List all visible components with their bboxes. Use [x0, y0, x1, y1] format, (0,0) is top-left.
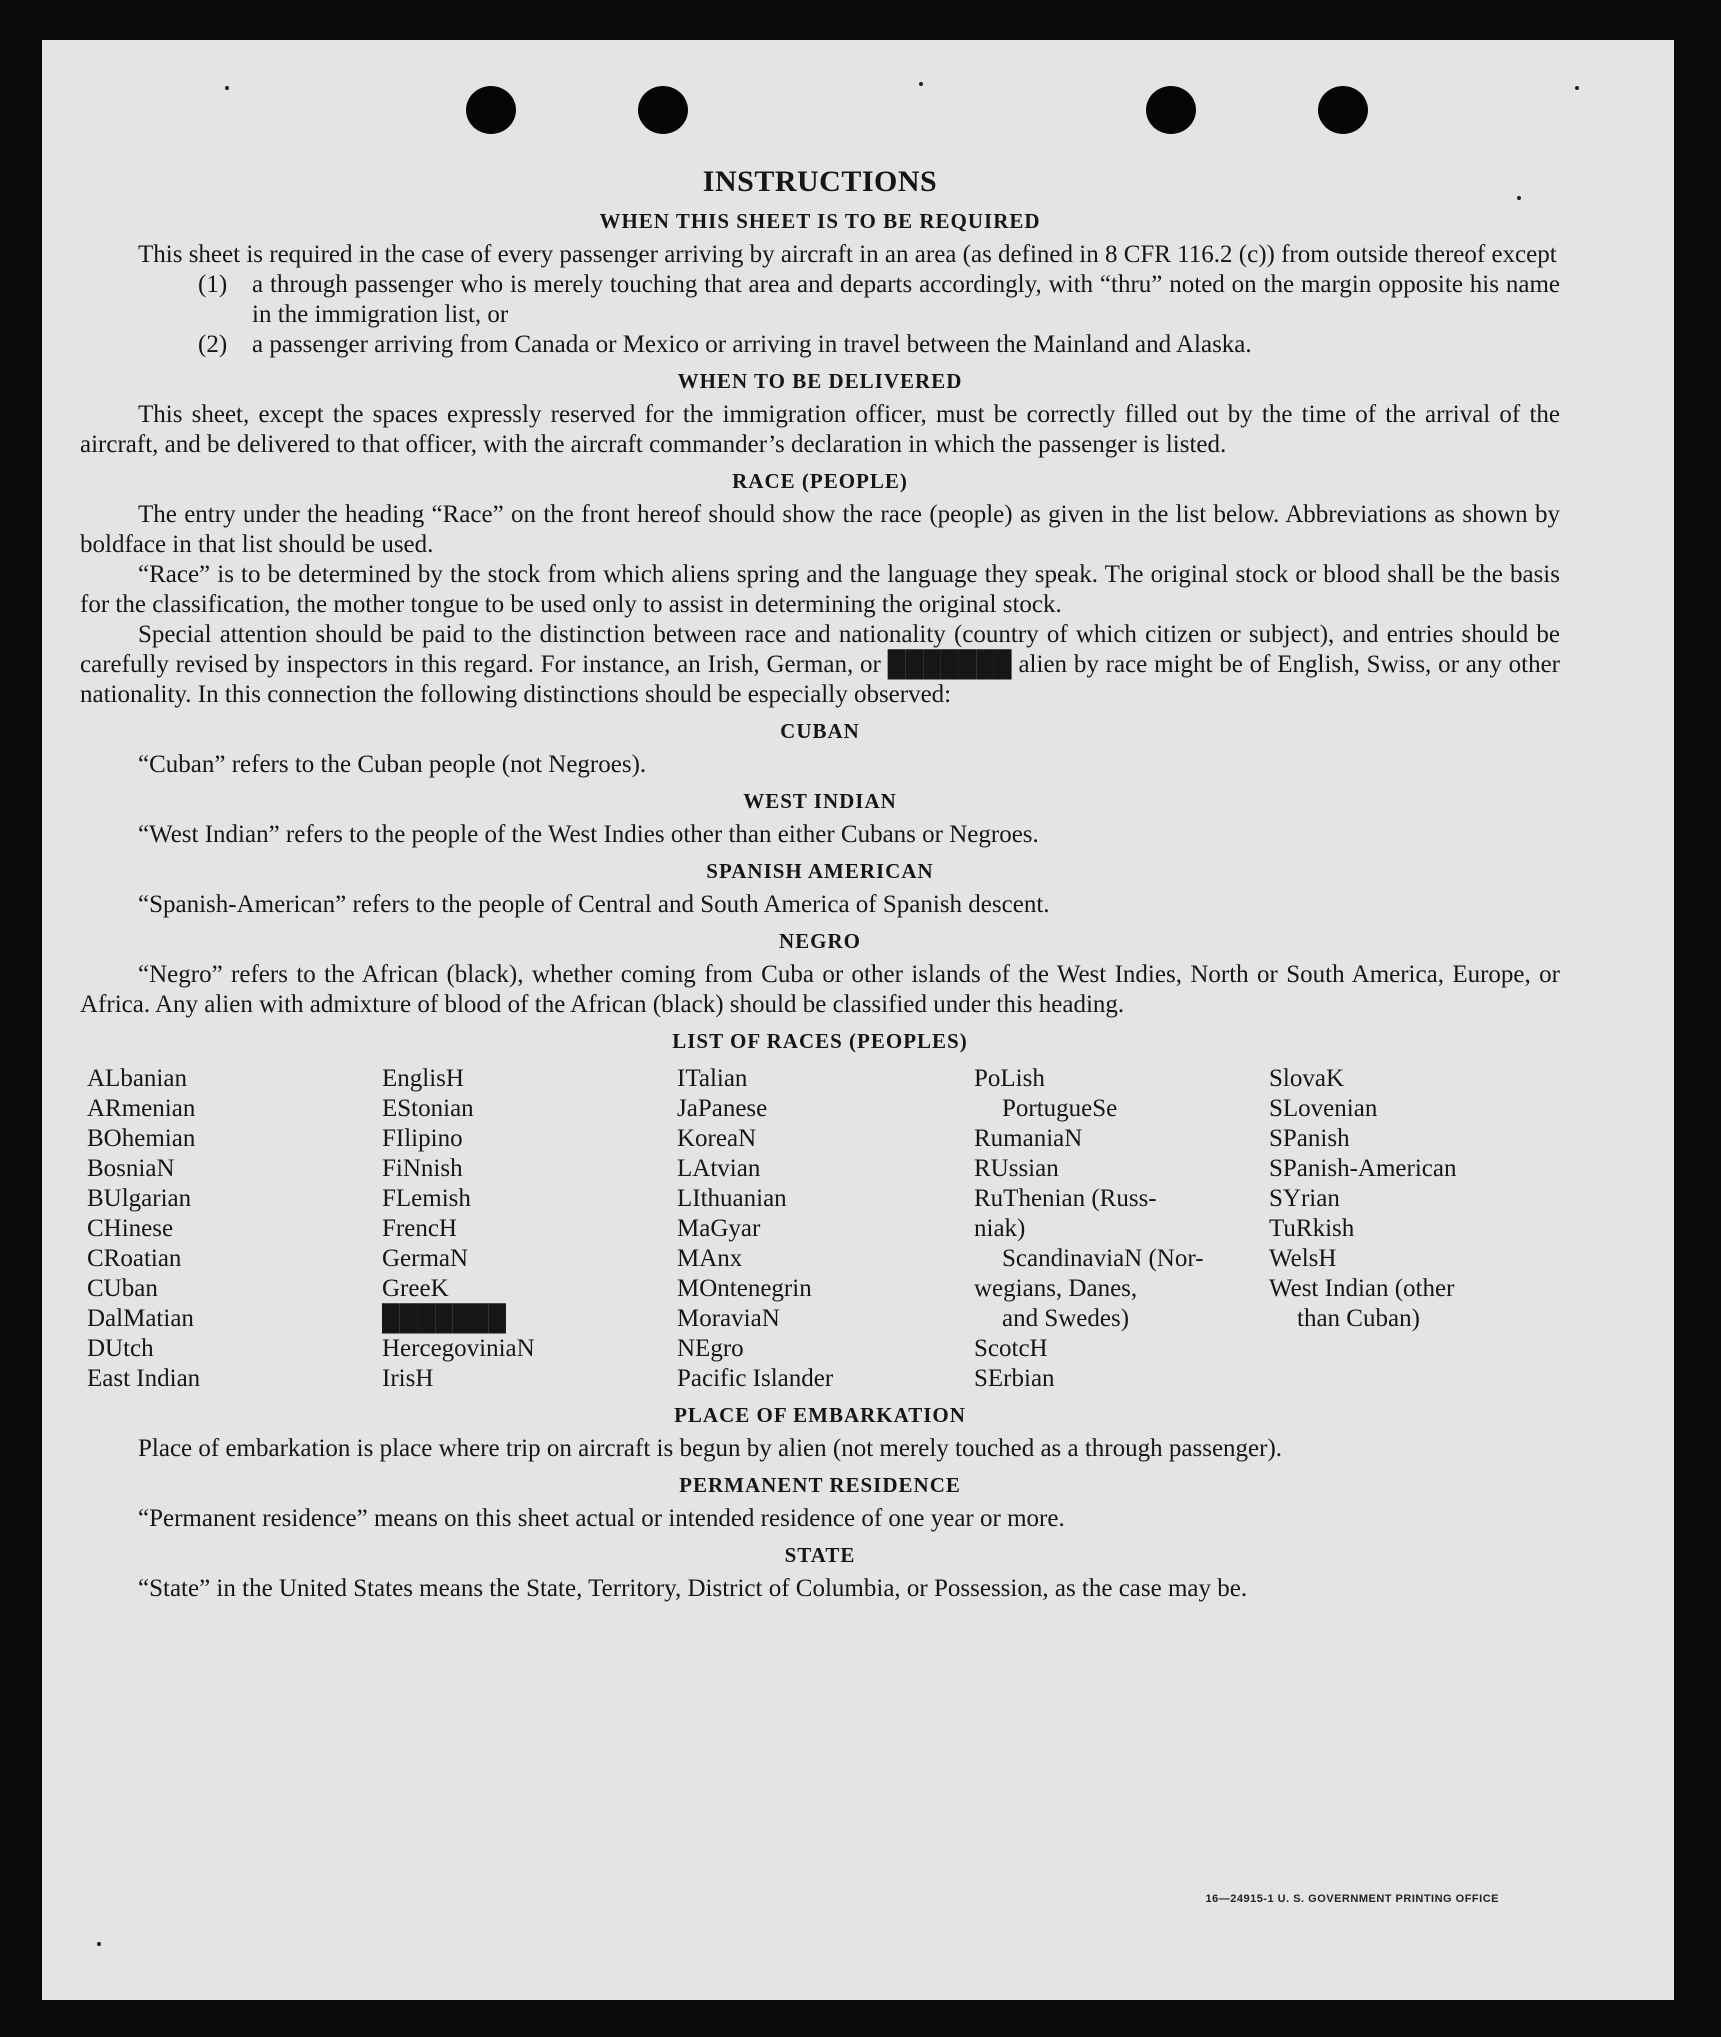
races-column — [87, 1064, 382, 1394]
race-paragraph-2: “Race” is to be determined by the stock from which aliens spring and the language they speak. The original stock or blood shall be the basis for the classification, the mother tongue to be used only to assist in determining the original stock. — [80, 561, 1560, 618]
section-heading-west-indian: WEST INDIAN — [743, 789, 897, 813]
race-entry: BOhemian — [87, 1125, 196, 1152]
races-column — [382, 1064, 677, 1394]
printer-imprint: 16—24915-1 U. S. GOVERNMENT PRINTING OFFICE — [1205, 1893, 1499, 1905]
race-entry: RumaniaN — [974, 1125, 1083, 1152]
required-intro: This sheet is required in the case of every passenger arriving by aircraft in an area (as defined in 8 CFR 116.2 (c)) from outside thereof except — [138, 241, 1557, 268]
punch-hole — [466, 86, 516, 134]
race-entry: SLovenian — [1269, 1095, 1378, 1122]
punch-hole — [638, 86, 688, 134]
section-heading-residence: PERMANENT RESIDENCE — [679, 1473, 961, 1497]
race-paragraph-3: Special attention should be paid to the distinction between race and nationality (country of which citizen or subject), and entries should be carefully revised by inspectors in this regard. For instance, an Irish, German, or ███████ alien by race might be of English, Swiss, or any other nationality. In this connection the following distinctions should be especially observed: — [80, 621, 1560, 708]
race-entry: EStonian — [382, 1095, 474, 1122]
races-column — [1269, 1064, 1569, 1394]
race-entry: MoraviaN — [677, 1305, 780, 1332]
race-entry-continuation: ScandinaviaN (Nor- — [1002, 1245, 1204, 1272]
race-entry: SlovaK — [1269, 1065, 1344, 1092]
race-entry: FIlipino — [382, 1125, 463, 1152]
race-entry: SPanish — [1269, 1125, 1350, 1152]
race-entry: MOntenegrin — [677, 1275, 812, 1302]
race-entry: East Indian — [87, 1365, 201, 1392]
race-entry: HercegoviniaN — [382, 1335, 535, 1362]
race-entry: ScotcH — [974, 1335, 1048, 1362]
race-entry-continuation: and Swedes) — [1002, 1305, 1130, 1332]
page-title: INSTRUCTIONS — [702, 165, 938, 198]
race-entry: NEgro — [677, 1335, 744, 1362]
document-page — [42, 40, 1674, 2000]
race-entry: FrencH — [382, 1215, 457, 1242]
exception-item-1 — [80, 270, 1560, 330]
section-heading-cuban: CUBAN — [780, 719, 860, 743]
race-entry: PoLish — [974, 1065, 1045, 1092]
race-entry: SYrian — [1269, 1185, 1340, 1212]
race-entry: West Indian (other — [1269, 1275, 1455, 1302]
dust-speck — [1575, 86, 1579, 90]
race-entry-continuation: PortugueSe — [1002, 1095, 1118, 1122]
item-number: (1) — [198, 271, 228, 298]
race-entry: CRoatian — [87, 1245, 182, 1272]
race-entry: RuThenian (Russ- — [974, 1185, 1157, 1212]
race-entry: KoreaN — [677, 1125, 757, 1152]
race-entry-continuation: than Cuban) — [1297, 1305, 1420, 1332]
cuban-paragraph: “Cuban” refers to the Cuban people (not Negroes). — [138, 751, 647, 778]
item-text: a through passenger who is merely touching that area and departs accordingly, with “thru” noted on the margin opposite his name in the immigration list, or — [252, 271, 1560, 328]
section-heading-race: RACE (PEOPLE) — [732, 469, 908, 493]
race-entry: JaPanese — [677, 1095, 768, 1122]
section-heading-negro: NEGRO — [778, 929, 861, 953]
race-entry: GermaN — [382, 1245, 469, 1272]
item-text: a passenger arriving from Canada or Mexico or arriving in travel between the Mainland and Alaska. — [252, 331, 1252, 358]
item-number: (2) — [198, 331, 228, 358]
race-entry: wegians, Danes, — [974, 1275, 1138, 1302]
race-entry: BUlgarian — [87, 1185, 192, 1212]
race-entry: ARmenian — [87, 1095, 196, 1122]
races-list — [87, 1064, 1560, 1394]
section-heading-embarkation: PLACE OF EMBARKATION — [674, 1403, 966, 1427]
race-entry: EnglisH — [382, 1065, 464, 1092]
punch-hole — [1318, 86, 1368, 134]
exception-item-2 — [80, 330, 1560, 360]
race-entry: SErbian — [974, 1365, 1055, 1392]
section-heading-required: WHEN THIS SHEET IS TO BE REQUIRED — [599, 209, 1041, 233]
west-indian-paragraph: “West Indian” refers to the people of the West Indies other than either Cubans or Negroes. — [138, 821, 1039, 848]
dust-speck — [225, 86, 229, 90]
race-entry: Pacific Islander — [677, 1365, 834, 1392]
race-entry: CHinese — [87, 1215, 174, 1242]
delivered-paragraph: This sheet, except the spaces expressly reserved for the immigration officer, must be correctly filled out by the time of the arrival of the aircraft, and be delivered to that officer, with the aircraft commander’s declaration in which the passenger is listed. — [80, 401, 1560, 458]
races-column — [677, 1064, 974, 1394]
race-entry: GreeK — [382, 1275, 449, 1302]
race-paragraph-1: The entry under the heading “Race” on the front hereof should show the race (people) as given in the list below. Abbreviations as shown by boldface in that list should be used. — [80, 501, 1560, 558]
race-entry: WelsH — [1269, 1245, 1337, 1272]
race-entry: CUban — [87, 1275, 158, 1302]
race-entry-redacted: ███████ — [382, 1305, 506, 1332]
negro-paragraph: “Negro” refers to the African (black), whether coming from Cuba or other islands of the West Indies, North or South America, Europe, or Africa. Any alien with admixture of blood of the African (black) should be classified under this heading. — [80, 961, 1560, 1018]
race-entry: MaGyar — [677, 1215, 761, 1242]
race-entry: SPanish-American — [1269, 1155, 1457, 1182]
race-entry: IrisH — [382, 1365, 434, 1392]
race-entry: MAnx — [677, 1245, 743, 1272]
race-entry: ALbanian — [87, 1065, 187, 1092]
spanish-american-paragraph: “Spanish-American” refers to the people of Central and South America of Spanish descent. — [138, 891, 1050, 918]
section-heading-state: STATE — [784, 1543, 856, 1567]
section-heading-list-of-races: LIST OF RACES (PEOPLES) — [672, 1029, 968, 1053]
instructions-body — [80, 164, 1560, 1604]
section-heading-spanish-american: SPANISH AMERICAN — [706, 859, 934, 883]
race-entry: LIthuanian — [677, 1185, 787, 1212]
race-entry: RUssian — [974, 1155, 1059, 1182]
dust-speck — [97, 1942, 101, 1946]
race-entry: FLemish — [382, 1185, 471, 1212]
races-column — [974, 1064, 1269, 1394]
race-entry: DalMatian — [87, 1305, 194, 1332]
embarkation-paragraph: Place of embarkation is place where trip on aircraft is begun by alien (not merely touched as a through passenger). — [138, 1435, 1283, 1462]
race-entry: niak) — [974, 1215, 1026, 1242]
race-entry: DUtch — [87, 1335, 154, 1362]
race-entry: LAtvian — [677, 1155, 761, 1182]
race-entry: BosniaN — [87, 1155, 175, 1182]
race-entry: TuRkish — [1269, 1215, 1355, 1242]
state-paragraph: “State” in the United States means the State, Territory, District of Columbia, or Possession, as the case may be. — [138, 1575, 1248, 1602]
section-heading-delivered: WHEN TO BE DELIVERED — [677, 369, 963, 393]
dust-speck — [919, 82, 923, 86]
punch-hole — [1146, 86, 1196, 134]
race-entry: FiNnish — [382, 1155, 463, 1182]
race-entry: ITalian — [677, 1065, 748, 1092]
residence-paragraph: “Permanent residence” means on this sheet actual or intended residence of one year or more. — [138, 1505, 1065, 1532]
